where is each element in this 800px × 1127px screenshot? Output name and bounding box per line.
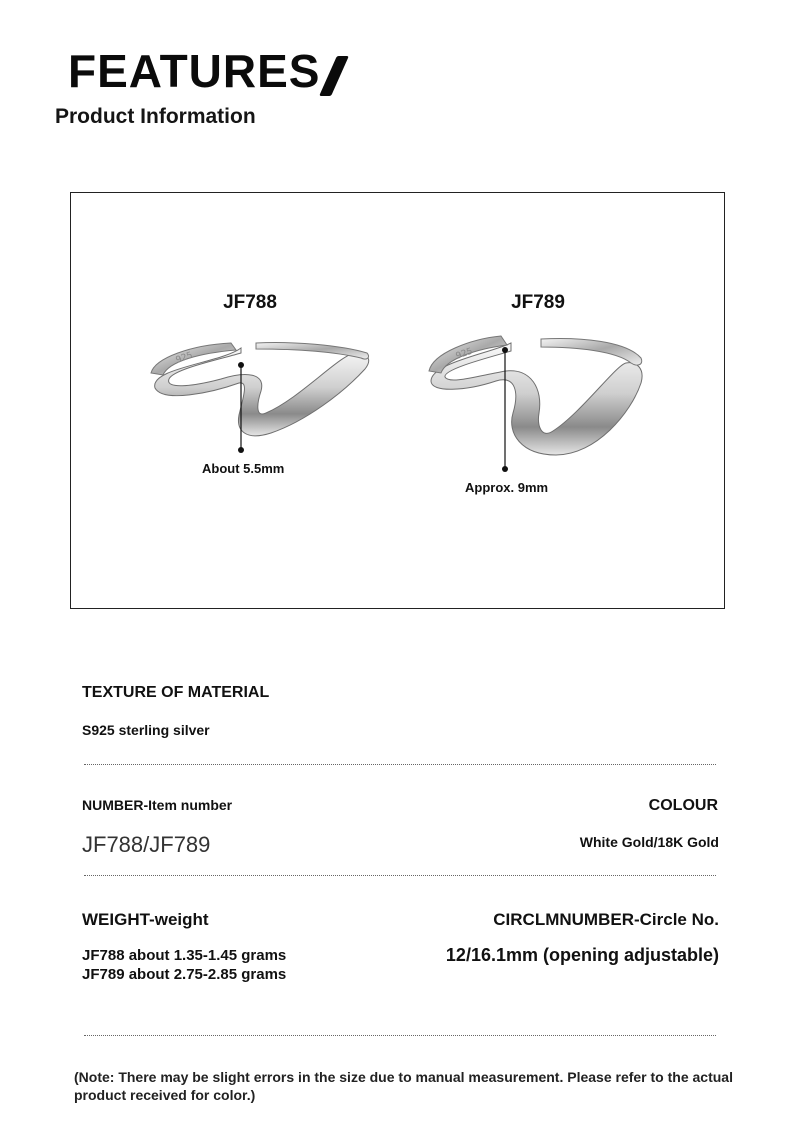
disclaimer-note: (Note: There may be slight errors in the size due to manual measurement. Please refer to the actual product received for color.) bbox=[74, 1069, 733, 1103]
item-number-heading: NUMBER-Item number bbox=[82, 797, 233, 813]
measure-marker-jf789 bbox=[502, 347, 508, 472]
circle-heading: CIRCLMNUMBER-Circle No. bbox=[493, 910, 719, 929]
product-image-frame bbox=[70, 192, 725, 609]
divider bbox=[84, 1035, 716, 1036]
slash-decoration bbox=[319, 56, 349, 96]
colour-value: White Gold/18K Gold bbox=[579, 834, 719, 850]
measurement-jf788: About 5.5mm bbox=[202, 461, 285, 476]
divider bbox=[84, 875, 716, 876]
ring-illustrations bbox=[71, 193, 726, 610]
texture-heading: TEXTURE OF MATERIAL bbox=[82, 684, 270, 701]
item-number-value: JF788/JF789 bbox=[82, 832, 211, 857]
product-code-jf788: JF788 bbox=[223, 292, 277, 313]
page-subtitle: Product Information bbox=[55, 105, 256, 128]
page-title: FEATURES bbox=[68, 45, 321, 97]
ring-engraving-jf788: 925 bbox=[174, 350, 195, 366]
weight-heading: WEIGHT-weight bbox=[82, 910, 209, 929]
divider bbox=[84, 764, 716, 765]
colour-heading: COLOUR bbox=[648, 797, 718, 814]
weight-value: JF788 about 1.35-1.45 grams JF789 about 2.75-2.85 grams bbox=[82, 947, 287, 983]
ring-engraving-jf789: 925 bbox=[454, 346, 475, 362]
measurement-jf789: Approx. 9mm bbox=[465, 480, 549, 495]
ring-jf788-image bbox=[151, 342, 369, 435]
texture-value: S925 sterling silver bbox=[82, 722, 210, 738]
product-code-jf789: JF789 bbox=[511, 292, 565, 313]
circle-value: 12/16.1mm (opening adjustable) bbox=[445, 945, 719, 965]
ring-jf789-image bbox=[429, 336, 642, 455]
